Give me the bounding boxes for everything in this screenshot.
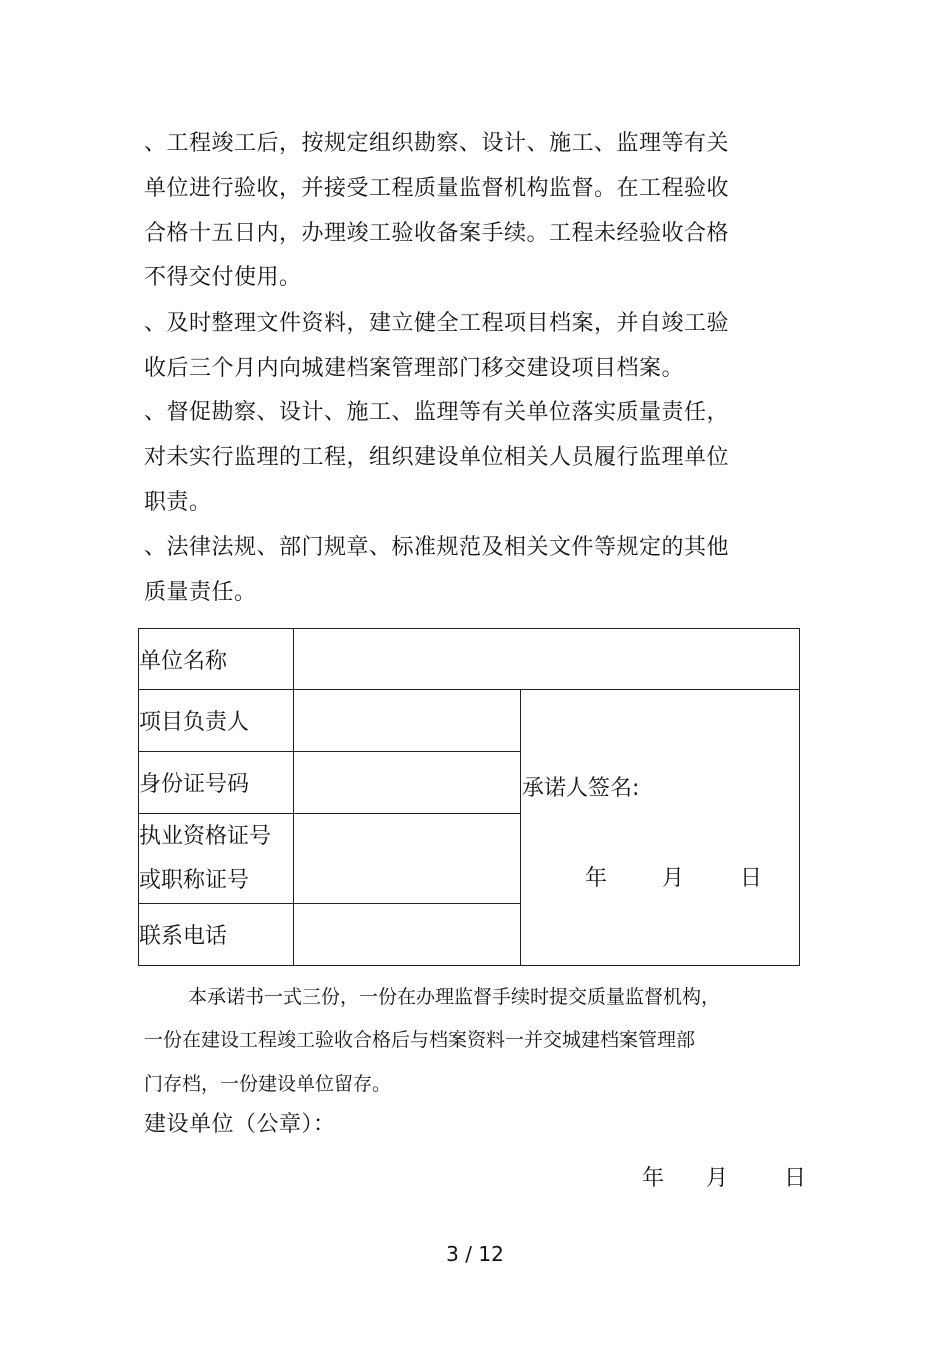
clause-line-4: 不得交付使用。 xyxy=(144,265,302,290)
unit-name-field[interactable] xyxy=(294,629,800,690)
project-leader-field[interactable] xyxy=(294,690,521,752)
sign-day-label: 日 xyxy=(740,866,763,891)
signature-cell[interactable] xyxy=(521,690,800,966)
note-line-1: 本承诺书一式三份，一份在办理监督手续时提交质量监督机构， xyxy=(188,986,721,1008)
table-row xyxy=(139,690,800,752)
clause-line-7: 、督促勘察、设计、施工、监理等有关单位落实质量责任， xyxy=(144,400,730,425)
note-line-2: 一份在建设工程竣工验收合格后与档案资料一并交城建档案管理部 xyxy=(144,1029,696,1051)
clause-line-10: 、法律法规、部门规章、标准规范及相关文件等规定的其他 xyxy=(144,535,730,560)
phone-field[interactable] xyxy=(294,904,521,966)
date-day-label: 日 xyxy=(784,1166,807,1191)
clause-line-8: 对未实行监理的工程，组织建设单位相关人员履行监理单位 xyxy=(144,445,730,470)
clause-line-5: 、及时整理文件资料，建立健全工程项目档案，并自竣工验 xyxy=(144,311,730,336)
qualification-label-line2: 或职称证号 xyxy=(139,867,250,893)
sign-month-label: 月 xyxy=(662,866,685,891)
clause-line-1: 、工程竣工后，按规定组织勘察、设计、施工、监理等有关 xyxy=(144,131,730,156)
unit-name-label: 单位名称 xyxy=(139,629,294,690)
clause-line-2: 单位进行验收，并接受工程质量监督机构监督。在工程验收 xyxy=(144,176,730,201)
clause-line-3: 合格十五日内，办理竣工验收备案手续。工程未经验收合格 xyxy=(144,221,730,246)
seal-label: 建设单位（公章）： xyxy=(144,1112,336,1137)
sign-year-label: 年 xyxy=(585,866,608,891)
date-month-label: 月 xyxy=(706,1166,729,1191)
phone-label: 联系电话 xyxy=(139,904,294,966)
qualification-label-line1: 执业资格证号 xyxy=(139,823,272,849)
qualification-field[interactable] xyxy=(294,814,521,904)
commitment-form-table xyxy=(138,628,800,966)
id-number-field[interactable] xyxy=(294,752,521,814)
note-line-3: 门存档，一份建设单位留存。 xyxy=(144,1073,392,1095)
clause-line-9: 职责。 xyxy=(144,490,212,515)
clause-line-6: 收后三个月内向城建档案管理部门移交建设项目档案。 xyxy=(144,356,685,381)
clause-line-11: 质量责任。 xyxy=(144,580,257,605)
qualification-label xyxy=(139,814,294,904)
table-row xyxy=(139,629,800,690)
signature-label: 承诺人签名: xyxy=(522,776,640,801)
id-number-label: 身份证号码 xyxy=(139,752,294,814)
page-number: 3 / 12 xyxy=(446,1242,504,1266)
date-year-label: 年 xyxy=(642,1166,665,1191)
project-leader-label: 项目负责人 xyxy=(139,690,294,752)
